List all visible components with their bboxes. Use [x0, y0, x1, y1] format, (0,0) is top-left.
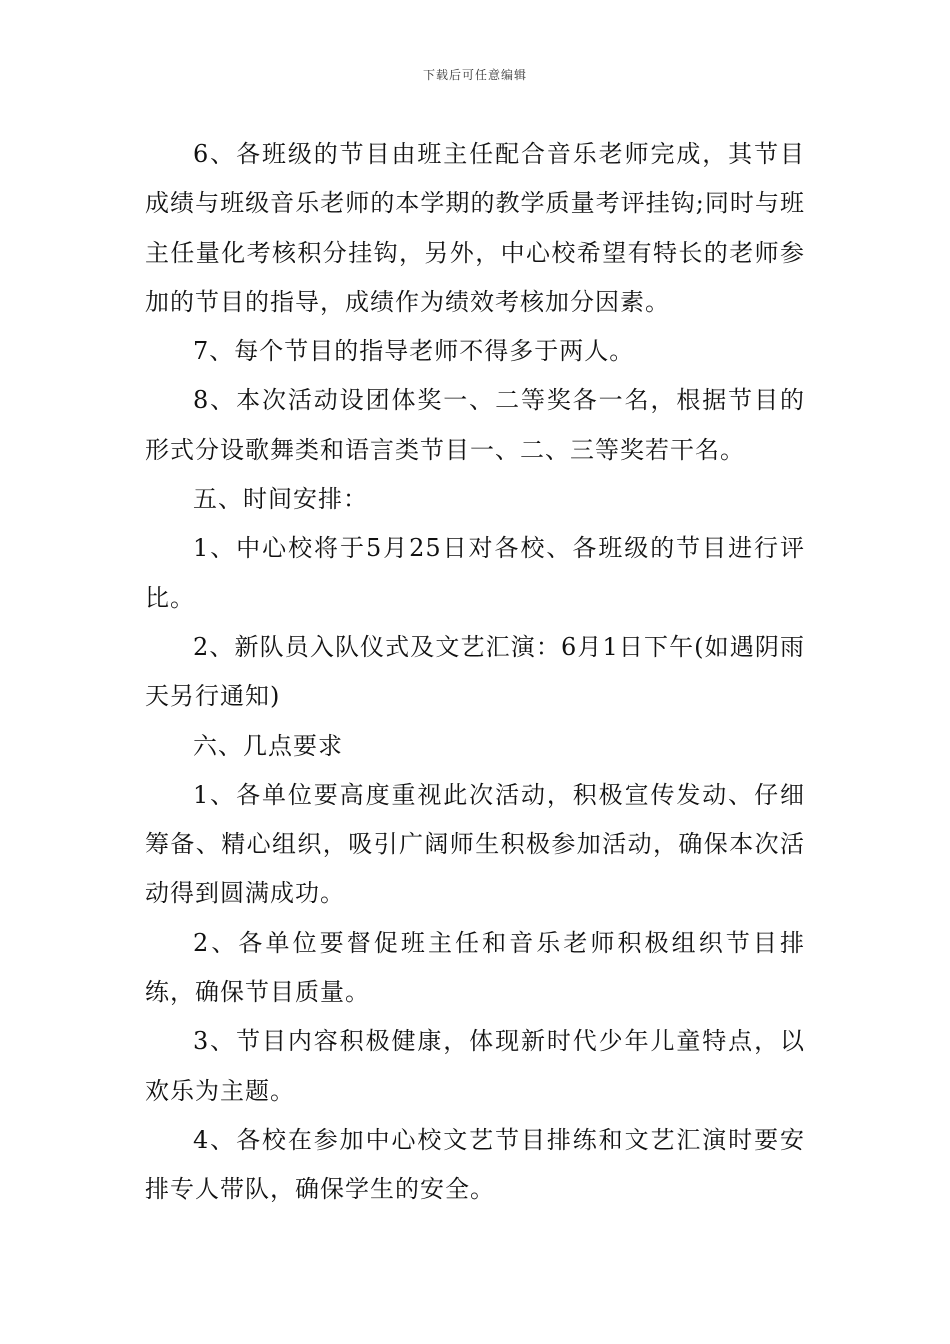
paragraph-item-7: 7、每个节目的指导老师不得多于两人。: [193, 337, 635, 366]
requirement-item-4: 4、各校在参加中心校文艺节目排练和文艺汇演时要安排专人带队，确保学生的安全。: [145, 1125, 805, 1204]
paragraph-item-6: 6、各班级的节目由班主任配合音乐老师完成，其节目成绩与班级音乐老师的本学期的教学质量考评挂钩;同时与班主任量化考核积分挂钩，另外，中心校希望有特长的老师参加的节目的指导，成绩作为绩效考核加分因素。: [145, 140, 805, 316]
header-note: 下载后可任意编辑: [422, 68, 527, 82]
section-heading-requirements: 六、几点要求: [193, 731, 343, 760]
requirement-item-2: 2、各单位要督促班主任和音乐老师积极组织节目排练，确保节目质量。: [145, 928, 805, 1007]
section-heading-schedule: 五、时间安排：: [193, 485, 368, 514]
requirement-item-3: 3、节目内容积极健康，体现新时代少年儿童特点，以欢乐为主题。: [145, 1027, 805, 1105]
requirement-item-1: 1、各单位要高度重视此次活动，积极宣传发动、仔细筹备、精心组织，吸引广阔师生积极参加活动，确保本次活动得到圆满成功。: [145, 780, 805, 908]
paragraph-item-8: 8、本次活动设团体奖一、二等奖各一名，根据节目的形式分设歌舞类和语言类节目一、二、三等奖若干名。: [145, 386, 805, 464]
schedule-item-2: 2、新队员入队仪式及文艺汇演：6月1日下午(如遇阴雨天另行通知): [145, 632, 805, 711]
document-body: [145, 130, 805, 1215]
schedule-item-1: 1、中心校将于5月25日对各校、各班级的节目进行评比。: [145, 534, 805, 612]
